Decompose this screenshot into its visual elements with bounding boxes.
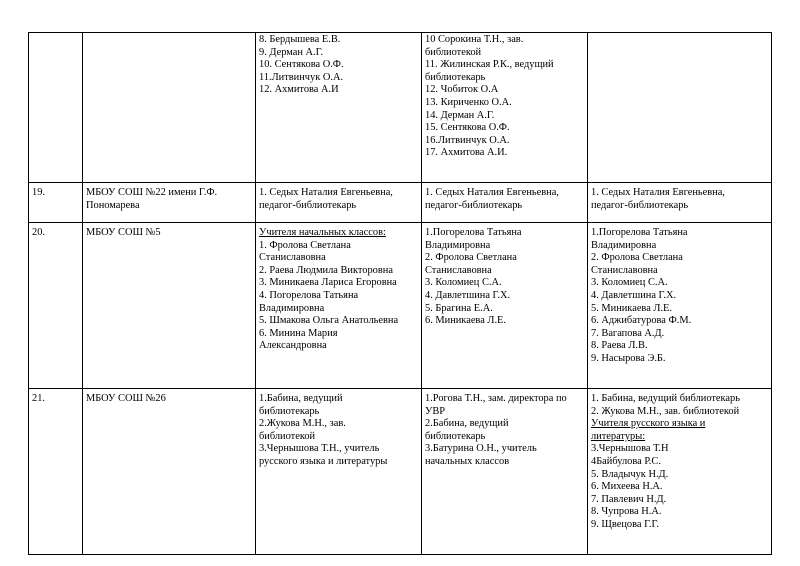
list-heading: Учителя начальных классов: <box>259 227 386 238</box>
list-item: 6. Аджибатурова Ф.М. <box>591 315 692 327</box>
list-item: библиотекарь <box>259 405 320 417</box>
list-item: 3.Чернышова Т.Н., учитель <box>259 443 380 455</box>
row-number-cell: 20. <box>29 223 83 389</box>
list-item: Станиславовна <box>591 264 658 276</box>
list-cell <box>588 33 772 183</box>
staff-table <box>28 32 772 555</box>
list-item: УВР <box>425 405 446 417</box>
list-item: 7. Вагапова А.Д. <box>591 327 665 339</box>
school-cell <box>83 33 256 183</box>
list-item: библиотекой <box>259 430 316 442</box>
list-item: 2. Жукова М.Н., зав. библиотекой <box>591 405 740 417</box>
list-item: 1.Бабина, ведущий <box>259 393 343 404</box>
list-cell <box>256 223 422 389</box>
list-cell <box>422 223 588 389</box>
list-item: 12. Чобиток О.А <box>425 84 499 96</box>
list-item: 11.Литвинчук О.А. <box>259 71 344 83</box>
list-item: библиотекой <box>425 46 482 58</box>
list-item: 8. Чупрова Н.А. <box>591 506 662 518</box>
list-item: 6. Михеева Н.А. <box>591 481 663 493</box>
list-item: 1.Погорелова Татьяна <box>591 227 688 238</box>
list-item: 4. Давлетшина Г.Х. <box>591 289 677 301</box>
list-item: 7. Павлевич Н.Д. <box>591 493 667 505</box>
list-item: 1. Седых Наталия Евгеньевна, <box>425 187 559 198</box>
list-item: педагог-библиотекарь <box>259 199 357 211</box>
school-cell: МБОУ СОШ №22 имени Г.Ф. Пономарева <box>83 183 256 223</box>
list-item: 6. Миникаева Л.Е. <box>425 315 506 327</box>
list-item: 2.Бабина, ведущий <box>425 418 509 430</box>
list-item: 9. Дерман А.Г. <box>259 46 324 58</box>
list-item: Владимировна <box>425 239 491 251</box>
list-item: 15. Сентякова О.Ф. <box>425 122 510 134</box>
list-item: 9. Щвецова Г.Г. <box>591 518 659 530</box>
list-item: 5. Брагина Е.А. <box>425 302 493 314</box>
list-item: 4. Погорелова Татьяна <box>259 289 359 301</box>
list-cell <box>256 33 422 183</box>
list-item: 1. Седых Наталия Евгеньевна, <box>259 187 393 198</box>
list-item: 5. Миникаева Л.Е. <box>591 302 672 314</box>
list-item: Станиславовна <box>259 252 326 264</box>
table-row <box>29 183 772 223</box>
list-item: 2.Жукова М.Н., зав. <box>259 418 346 430</box>
list-item: 2. Раева Людмила Викторовна <box>259 264 393 276</box>
table-row <box>29 389 772 555</box>
list-item: 11. Жилинская Р.К., ведущий <box>425 59 554 71</box>
list-item: 9. Насырова Э.Б. <box>591 352 666 364</box>
list-cell <box>256 389 422 555</box>
list-item: педагог-библиотекарь <box>425 199 523 211</box>
list-item: Александровна <box>259 340 327 352</box>
list-item: 8. Бердышева Е.В. <box>259 34 341 45</box>
list-item: 1.Рогова Т.Н., зам. директора по <box>425 393 567 404</box>
list-item: 12. Ахмитова А.И <box>259 84 339 96</box>
list-item: 4Байбулова Р.С. <box>591 455 661 467</box>
list-item: 3. Коломиец С.А. <box>591 277 668 289</box>
list-item: 13. Кириченко О.А. <box>425 96 512 108</box>
list-item: 3.Батурина О.Н., учитель <box>425 443 537 455</box>
list-cell <box>422 389 588 555</box>
list-item: 6. Минина Мария <box>259 327 338 339</box>
list-item: русского языка и литературы <box>259 455 388 467</box>
row-number-cell: 21. <box>29 389 83 555</box>
table-row <box>29 33 772 183</box>
list-item: библиотекарь <box>425 430 486 442</box>
list-item: 3.Чернышова Т.Н <box>591 443 669 455</box>
list-cell <box>256 183 422 223</box>
list-item: 14. Дерман А.Г. <box>425 109 495 121</box>
list-item: 1.Погорелова Татьяна <box>425 227 522 238</box>
list-cell <box>422 33 588 183</box>
school-cell: МБОУ СОШ №5 <box>83 223 256 389</box>
list-item: 10 Сорокина Т.Н., зав. <box>425 34 524 45</box>
list-cell <box>588 183 772 223</box>
list-item: 1. Бабина, ведущий библиотекарь <box>591 393 740 404</box>
list-item: Станиславовна <box>425 264 492 276</box>
list-item: библиотекарь <box>425 71 486 83</box>
row-number-cell: 19. <box>29 183 83 223</box>
list-item: Владимировна <box>591 239 657 251</box>
list-item: 4. Давлетшина Г.Х. <box>425 289 511 301</box>
list-item: Владимировна <box>259 302 325 314</box>
list-cell <box>422 183 588 223</box>
list-item: начальных классов <box>425 455 510 467</box>
row-number-cell <box>29 33 83 183</box>
list-cell <box>588 223 772 389</box>
list-item: 16.Литвинчук О.А. <box>425 134 510 146</box>
list-item: 3. Коломиец С.А. <box>425 277 502 289</box>
list-item: 3. Миникаева Лариса Егоровна <box>259 277 397 289</box>
table-row <box>29 223 772 389</box>
list-item: 5. Шмакова Ольга Анатольевна <box>259 315 399 327</box>
school-cell: МБОУ СОШ №26 <box>83 389 256 555</box>
list-item: 8. Раева Л.В. <box>591 340 648 352</box>
list-item: педагог-библиотекарь <box>591 199 689 211</box>
list-item: 5. Владычук Н.Д. <box>591 468 669 480</box>
list-heading: литературы: <box>591 430 646 442</box>
list-item: 2. Фролова Светлана <box>591 252 683 264</box>
list-heading: Учителя русского языка и <box>591 418 706 430</box>
list-item: 1. Седых Наталия Евгеньевна, <box>591 187 725 198</box>
list-item: 2. Фролова Светлана <box>425 252 517 264</box>
list-cell <box>588 389 772 555</box>
list-item: 10. Сентякова О.Ф. <box>259 59 344 71</box>
list-item: 1. Фролова Светлана <box>259 239 351 251</box>
list-item: 17. Ахмитова А.И. <box>425 147 508 159</box>
